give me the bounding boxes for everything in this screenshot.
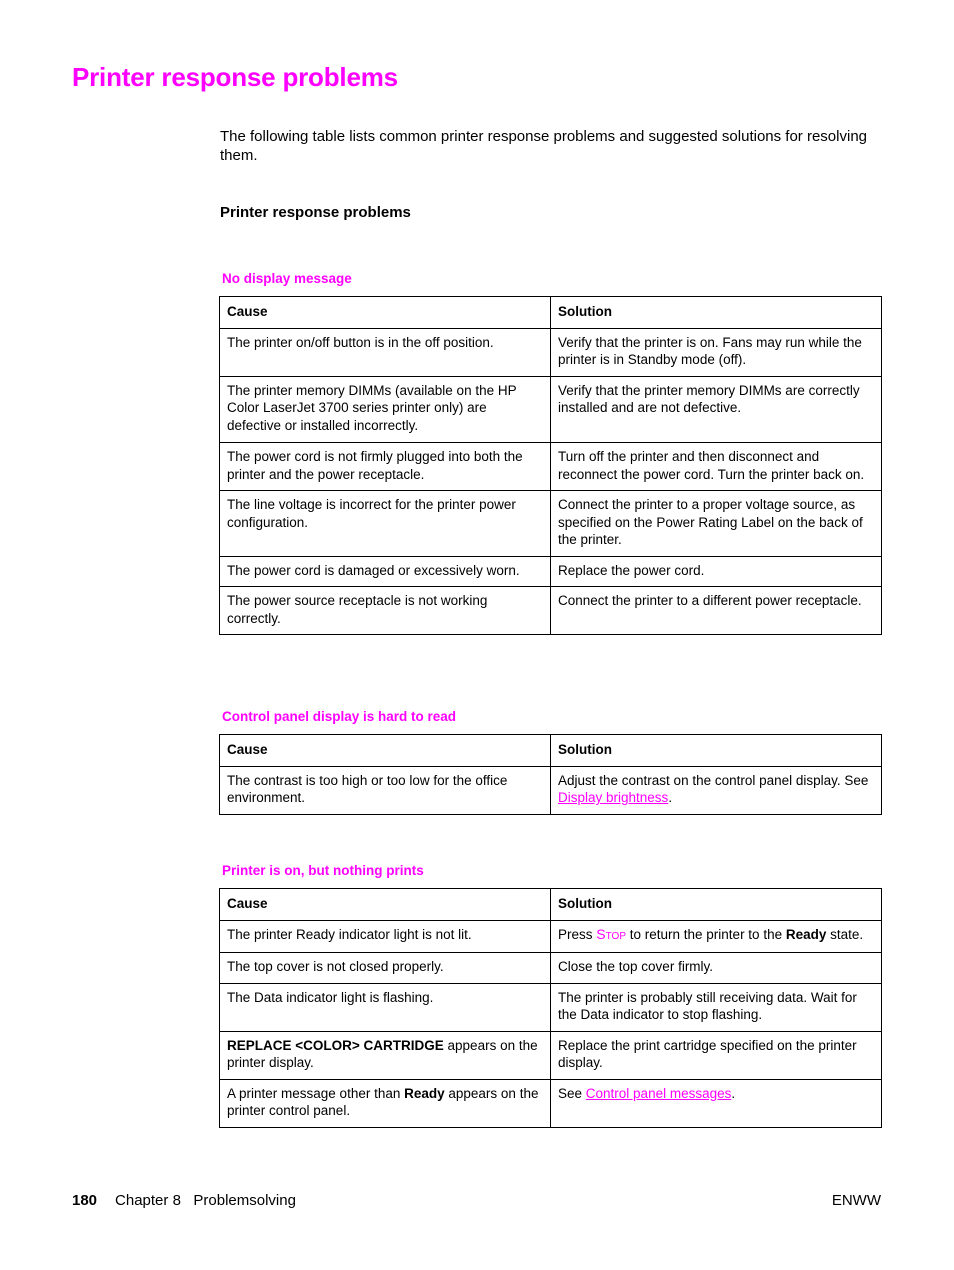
solution-cell — [551, 766, 882, 814]
table-header-row — [220, 735, 882, 767]
table-row — [220, 1031, 882, 1079]
cause-cell: The printer memory DIMMs (available on the HP Color LaserJet 3700 series printer only) are defective or installed incorrectly. — [220, 376, 551, 443]
cause-text-end: appears on the printer control panel. — [227, 1085, 539, 1118]
table-row — [220, 983, 882, 1031]
cause-cell: The line voltage is incorrect for the printer power configuration. — [220, 491, 551, 557]
chapter-label: Chapter 8 Problemsolving — [115, 1192, 296, 1209]
solution-text-end: . — [668, 790, 673, 805]
control-panel-messages-link[interactable]: Control panel messages — [585, 1085, 732, 1101]
table-header-row — [220, 889, 882, 921]
stop-key-label — [596, 926, 626, 942]
intro-paragraph: The following table lists common printer response problems and suggested solutions for resolving them. — [220, 128, 867, 164]
solution-text: See — [558, 1085, 586, 1101]
table-row — [220, 443, 882, 491]
solution-cell: Replace the power cord. — [551, 556, 882, 587]
cause-header: Cause — [220, 297, 551, 329]
solution-text-mid: to return the printer to the — [626, 926, 786, 942]
display-brightness-link[interactable]: Display brightness — [558, 790, 669, 805]
replace-cartridge-message: REPLACE <COLOR> CARTRIDGE — [227, 1037, 444, 1053]
table-row — [220, 766, 882, 814]
solution-text-end: . — [731, 1085, 736, 1101]
table-row — [220, 491, 882, 557]
table-row — [220, 376, 882, 443]
cause-text: appears on the printer display. — [227, 1037, 538, 1070]
footer-left — [72, 1192, 296, 1209]
solution-text: Adjust the contrast on the control panel display. See — [558, 772, 869, 788]
solution-cell: Connect the printer to a different power receptacle. — [551, 587, 882, 635]
section-heading-nothing-prints: Printer is on, but nothing prints — [222, 863, 424, 878]
solution-cell: Close the top cover firmly. — [551, 953, 882, 984]
ready-term: Ready — [785, 926, 827, 942]
cause-cell: The Data indicator light is flashing. — [220, 983, 551, 1031]
solution-cell: Turn off the printer and then disconnect and reconnect the power cord. Turn the printer back on. — [551, 443, 882, 491]
ready-term: Ready — [404, 1085, 445, 1101]
table-row — [220, 920, 882, 953]
table-row — [220, 328, 882, 376]
cause-cell — [220, 1079, 551, 1127]
cause-text: A printer message other than — [227, 1085, 405, 1101]
table-header-row — [220, 297, 882, 329]
page-title: Printer response problems — [72, 62, 398, 92]
cause-cell: The printer Ready indicator light is not lit. — [220, 920, 551, 953]
cause-header: Cause — [220, 889, 551, 921]
table-row — [220, 953, 882, 984]
cause-cell: The top cover is not closed properly. — [220, 953, 551, 984]
solution-cell — [551, 920, 882, 953]
cause-cell: The printer on/off button is in the off position. — [220, 328, 551, 376]
solution-header: Solution — [551, 889, 882, 921]
section-heading-no-display: No display message — [222, 271, 352, 286]
solution-cell: Connect the printer to a proper voltage source, as specified on the Power Rating Label on the back of the printer. — [551, 491, 882, 557]
table-row — [220, 1079, 882, 1127]
section-heading-control-panel: Control panel display is hard to read — [222, 709, 457, 724]
nothing-prints-table — [219, 888, 882, 1128]
cause-header: Cause — [220, 735, 551, 767]
table-row — [220, 556, 882, 587]
solution-cell: Verify that the printer memory DIMMs are correctly installed and are not defective. — [551, 376, 882, 443]
solution-text: Press — [558, 926, 597, 942]
solution-header: Solution — [551, 297, 882, 329]
cause-cell: The power cord is not firmly plugged into both the printer and the power receptacle. — [220, 443, 551, 491]
solution-cell: The printer is probably still receiving data. Wait for the Data indicator to stop flashing. — [551, 983, 882, 1031]
solution-cell: Verify that the printer is on. Fans may run while the printer is in Standby mode (off). — [551, 328, 882, 376]
solution-text-end: state. — [826, 926, 864, 942]
control-panel-table — [219, 734, 882, 815]
table-caption: Printer response problems — [220, 204, 411, 221]
page-footer — [72, 1192, 881, 1209]
table-row — [220, 587, 882, 635]
footer-right: ENWW — [831, 1192, 881, 1209]
cause-cell: The power source receptacle is not working correctly. — [220, 587, 551, 635]
page-number: 180 — [72, 1192, 98, 1209]
solution-cell — [551, 1079, 882, 1127]
no-display-table — [219, 296, 882, 635]
stop-key-initial: S — [596, 925, 606, 942]
cause-cell: The contrast is too high or too low for the office environment. — [220, 766, 551, 814]
solution-header: Solution — [551, 735, 882, 767]
cause-cell: The power cord is damaged or excessively worn. — [220, 556, 551, 587]
stop-key-rest: TOP — [605, 930, 626, 942]
solution-cell: Replace the print cartridge specified on the printer display. — [551, 1031, 882, 1079]
cause-cell — [220, 1031, 551, 1079]
